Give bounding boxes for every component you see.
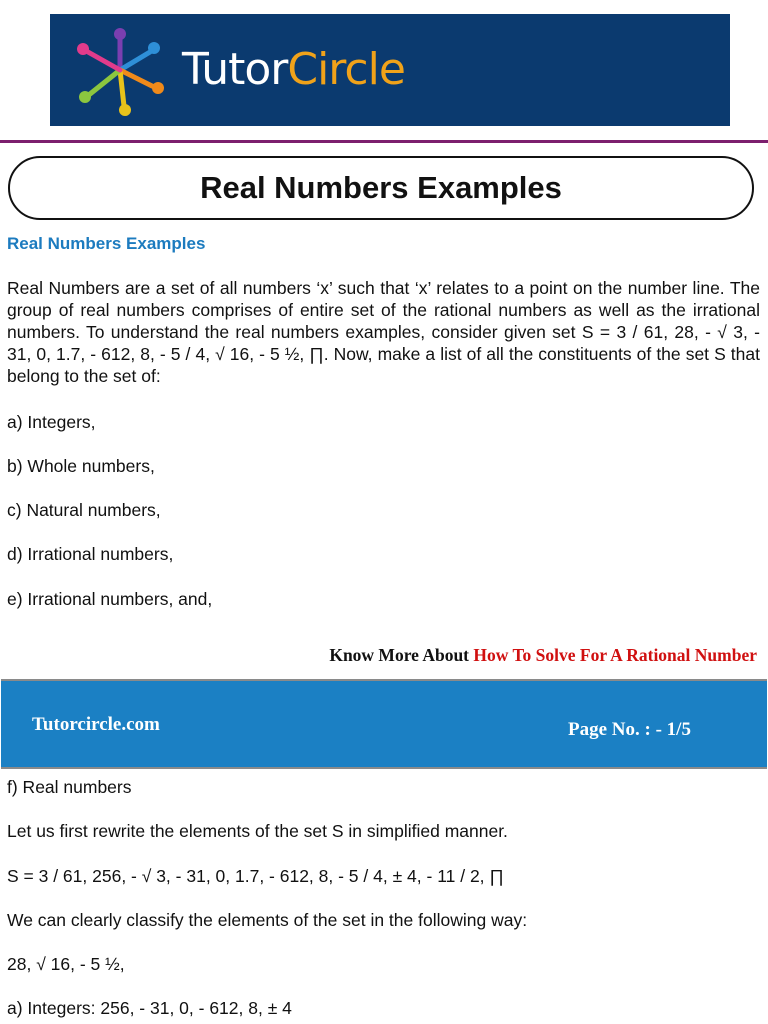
content-line: 28, √ 16, - 5 ½, [7, 954, 125, 974]
divider-line [0, 140, 768, 143]
content-line: We can clearly classify the elements of the set in the following way: [7, 910, 528, 930]
section-heading: Real Numbers Examples [7, 234, 206, 253]
content-line: a) Integers: 256, - 31, 0, - 612, 8, ± 4 [7, 998, 292, 1018]
list-item: b) Whole numbers, [7, 456, 155, 476]
content-line: Let us first rewrite the elements of the set S in simplified manner. [7, 821, 508, 841]
tutorcircle-logo-icon [68, 24, 172, 116]
list-item: d) Irrational numbers, [7, 544, 174, 564]
content-line: S = 3 / 61, 256, - √ 3, - 31, 0, 1.7, - 612, 8, - 5 / 4, ± 4, - 11 / 2, ∏ [7, 866, 504, 886]
list-item: a) Integers, [7, 412, 96, 432]
intro-paragraph: Real Numbers are a set of all numbers ‘x’ such that ‘x’ relates to a point on the number line. The group of real numbers comprises of entire set of the rational numbers as well as the irrational numbers. To understand the real numbers examples, consider given set S = 3 / 61, 28, - √ 3, - 31, 0, 1.7, - 612, 8, - 5 / 4, √ 16, - 5 ½, ∏. Now, make a list of all the constituents of the set S that belong to the set of: [7, 278, 760, 386]
logo-text-circle: Circle [287, 44, 405, 95]
logo-text-tutor: Tutor [182, 44, 288, 95]
footer-site-link[interactable]: Tutorcircle.com [32, 714, 160, 735]
list-item: e) Irrational numbers, and, [7, 589, 213, 609]
header-banner [50, 14, 730, 126]
footer-page-number: Page No. : - 1/5 [568, 719, 691, 740]
logo-wordmark [182, 44, 405, 96]
know-more-line [329, 645, 757, 666]
know-more-prefix: Know More About [329, 645, 474, 665]
page-title: Real Numbers Examples [200, 170, 562, 205]
know-more-link[interactable]: How To Solve For A Rational Number [473, 645, 757, 665]
list-item: c) Natural numbers, [7, 500, 161, 520]
content-line: f) Real numbers [7, 777, 132, 797]
page-title-box [8, 156, 754, 220]
